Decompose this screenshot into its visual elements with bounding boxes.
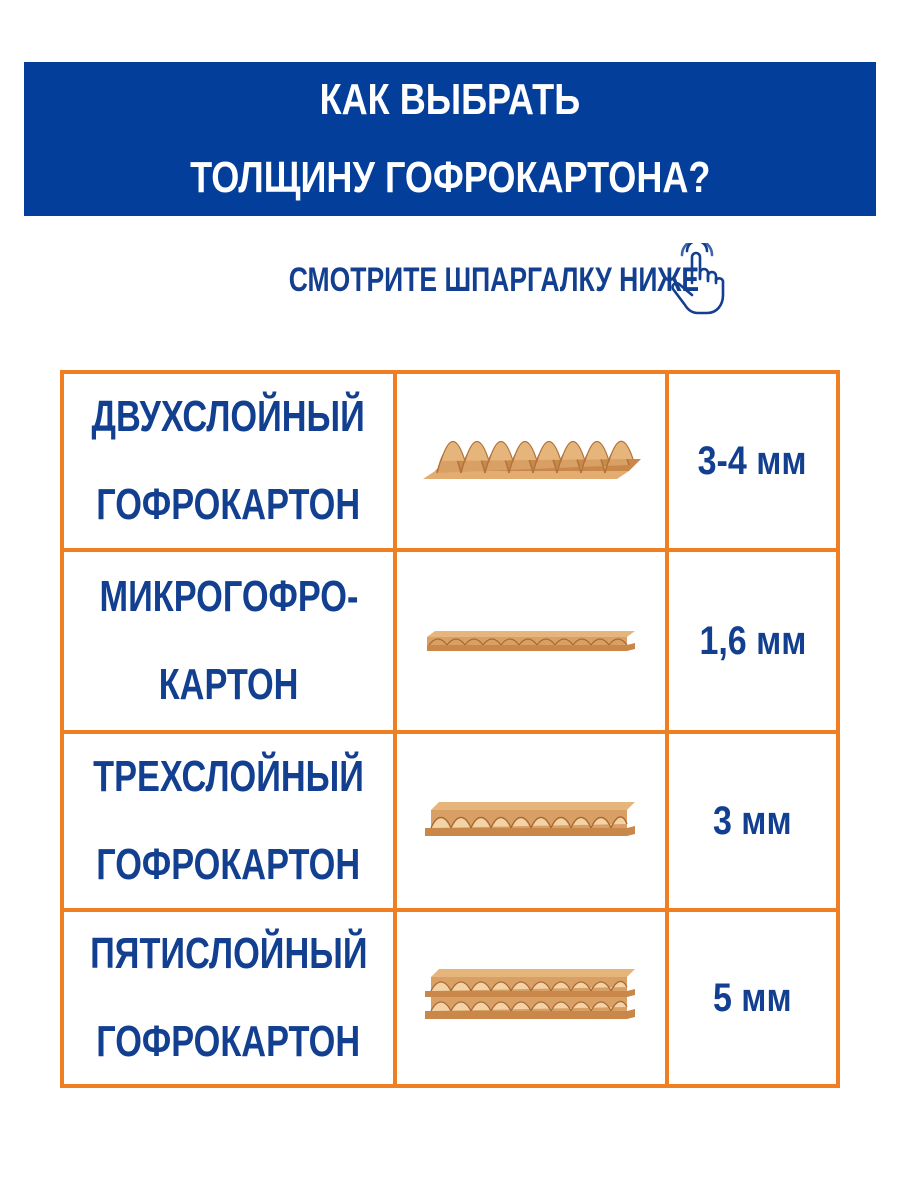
thickness-value: 3 мм <box>713 798 792 843</box>
cardboard-image-cell <box>397 552 669 734</box>
title-line-2: ТОЛЩИНУ ГОФРОКАРТОНА? <box>189 153 711 202</box>
row-name-cell <box>64 374 397 552</box>
row-name-line2: ГОФРОКАРТОН <box>96 840 361 889</box>
title-banner <box>24 62 876 216</box>
thickness-value: 1,6 мм <box>698 618 807 663</box>
row-name-line2: ГОФРОКАРТОН <box>96 480 361 529</box>
thickness-cell <box>669 734 836 912</box>
row-name-line1: ТРЕХСЛОЙНЫЙ <box>93 752 364 801</box>
thickness-cell <box>669 374 836 552</box>
subtitle <box>0 250 900 310</box>
thickness-table <box>60 370 840 1088</box>
thickness-cell <box>669 912 836 1084</box>
cardboard-image-cell <box>397 374 669 552</box>
row-name-cell <box>64 734 397 912</box>
row-name-line1: ПЯТИСЛОЙНЫЙ <box>89 929 368 978</box>
three-layer-cardboard-icon <box>421 796 641 846</box>
five-layer-cardboard-icon <box>421 963 641 1033</box>
thickness-value: 5 мм <box>713 975 792 1020</box>
cardboard-image-cell <box>397 912 669 1084</box>
row-name-line2: КАРТОН <box>158 660 299 709</box>
thickness-cell <box>669 552 836 734</box>
title-line-1: КАК ВЫБРАТЬ <box>319 75 581 124</box>
subtitle-text: СМОТРИТЕ ШПАРГАЛКУ НИЖЕ <box>288 260 700 299</box>
row-name-line1: МИКРОГОФРО- <box>99 572 358 621</box>
row-name-cell <box>64 552 397 734</box>
cardboard-image-cell <box>397 734 669 912</box>
row-name-line1: ДВУХСЛОЙНЫЙ <box>91 392 366 441</box>
row-name-cell <box>64 912 397 1084</box>
two-layer-cardboard-icon <box>421 431 641 491</box>
row-name-line2: ГОФРОКАРТОН <box>96 1017 361 1066</box>
micro-flute-cardboard-icon <box>421 621 641 661</box>
thickness-value: 3-4 мм <box>698 438 807 483</box>
